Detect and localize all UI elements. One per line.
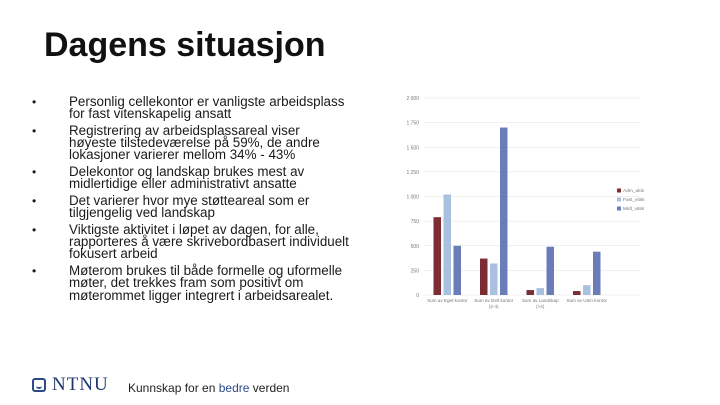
bar: [593, 252, 601, 295]
legend-swatch: [617, 207, 621, 211]
bullet-text: Viktigste aktivitet i løpet av dagen, for alle, rapporteres å være skrivebordbasert individuelt fokusert arbeid: [69, 221, 349, 262]
footer-tagline: [128, 381, 289, 395]
bar: [537, 288, 545, 295]
bullet-item: [30, 192, 350, 221]
bar: [527, 290, 535, 295]
bullet-item: [30, 265, 350, 302]
bar: [583, 285, 591, 295]
bar: [490, 263, 498, 295]
x-tick-label: Sum av Uten kontor: [566, 298, 608, 303]
bullet-text: Møterom brukes til både formelle og uformelle møter, det trekkes fram som positivt om møterommet ligger integrert i arbeidsarealet.: [69, 263, 343, 303]
bar: [547, 247, 555, 295]
ntnu-logo: [32, 374, 109, 396]
logo-text: NTNU: [52, 374, 109, 395]
x-tick-label-sub: (>4): [536, 304, 545, 309]
bar-chart: [398, 90, 708, 320]
bullet-item: [30, 221, 350, 262]
y-tick-label: 250: [410, 268, 419, 275]
slide-title: Dagens situasjon: [44, 26, 326, 64]
x-tick-label: Sum av Landskap: [521, 298, 559, 303]
bar: [434, 217, 442, 295]
bullet-dot: •: [32, 264, 37, 279]
bullet-dot: •: [32, 165, 37, 180]
bar: [444, 195, 452, 295]
legend-label: Adm_ukis: [623, 189, 645, 194]
legend-swatch: [617, 189, 621, 193]
bullet-dot: •: [32, 123, 37, 138]
bullet-text: Personlig cellekontor er vanligste arbeidsplass for fast vitenskapelig ansatt: [69, 94, 345, 122]
tagline-post: verden: [249, 381, 290, 395]
bar: [454, 246, 462, 295]
bullet-dot: •: [32, 222, 37, 237]
y-tick-label: 2 000: [406, 96, 419, 102]
y-tick-label: 1 250: [406, 169, 419, 176]
x-tick-label-sub: (2-4): [488, 304, 499, 309]
ntnu-logo-icon: [32, 378, 46, 392]
x-tick-label: Sum av Eget kontor: [427, 298, 468, 303]
bullet-list: [30, 96, 350, 306]
bullet-item: [30, 166, 350, 191]
bullet-item: [30, 96, 350, 121]
bullet-dot: •: [32, 95, 37, 109]
legend-label: Midl_vitsk: [623, 207, 645, 212]
bar: [573, 291, 581, 295]
tagline-accent: bedre: [218, 381, 250, 395]
y-tick-label: 1 000: [406, 194, 419, 201]
bar: [480, 259, 488, 295]
y-tick-label: 1 500: [406, 145, 419, 152]
bar: [500, 128, 508, 295]
bullet-text: Registrering av arbeidsplassareal viser høyeste tilstedeværelse på 59%, de andre lokasjoner varierer mellom 34% - 43%: [69, 122, 320, 163]
bullet-item: [30, 122, 350, 163]
bullet-dot: •: [32, 193, 37, 208]
y-tick-label: 750: [410, 219, 419, 226]
x-tick-label: Sum av Delt kontor: [474, 298, 514, 303]
y-tick-label: 0: [416, 293, 419, 299]
legend-label: Fast_vitsk: [623, 198, 645, 203]
tagline-pre: Kunnskap for en: [128, 381, 219, 395]
y-tick-label: 500: [410, 243, 419, 250]
bullet-text: Det varierer hvor mye støtteareal som er tilgjengelig ved landskap: [69, 192, 310, 221]
bullet-text: Delekontor og landskap brukes mest av midlertidige eller administrativt ansatte: [69, 164, 305, 192]
y-tick-label: 1 750: [406, 120, 419, 127]
legend-swatch: [617, 198, 621, 202]
